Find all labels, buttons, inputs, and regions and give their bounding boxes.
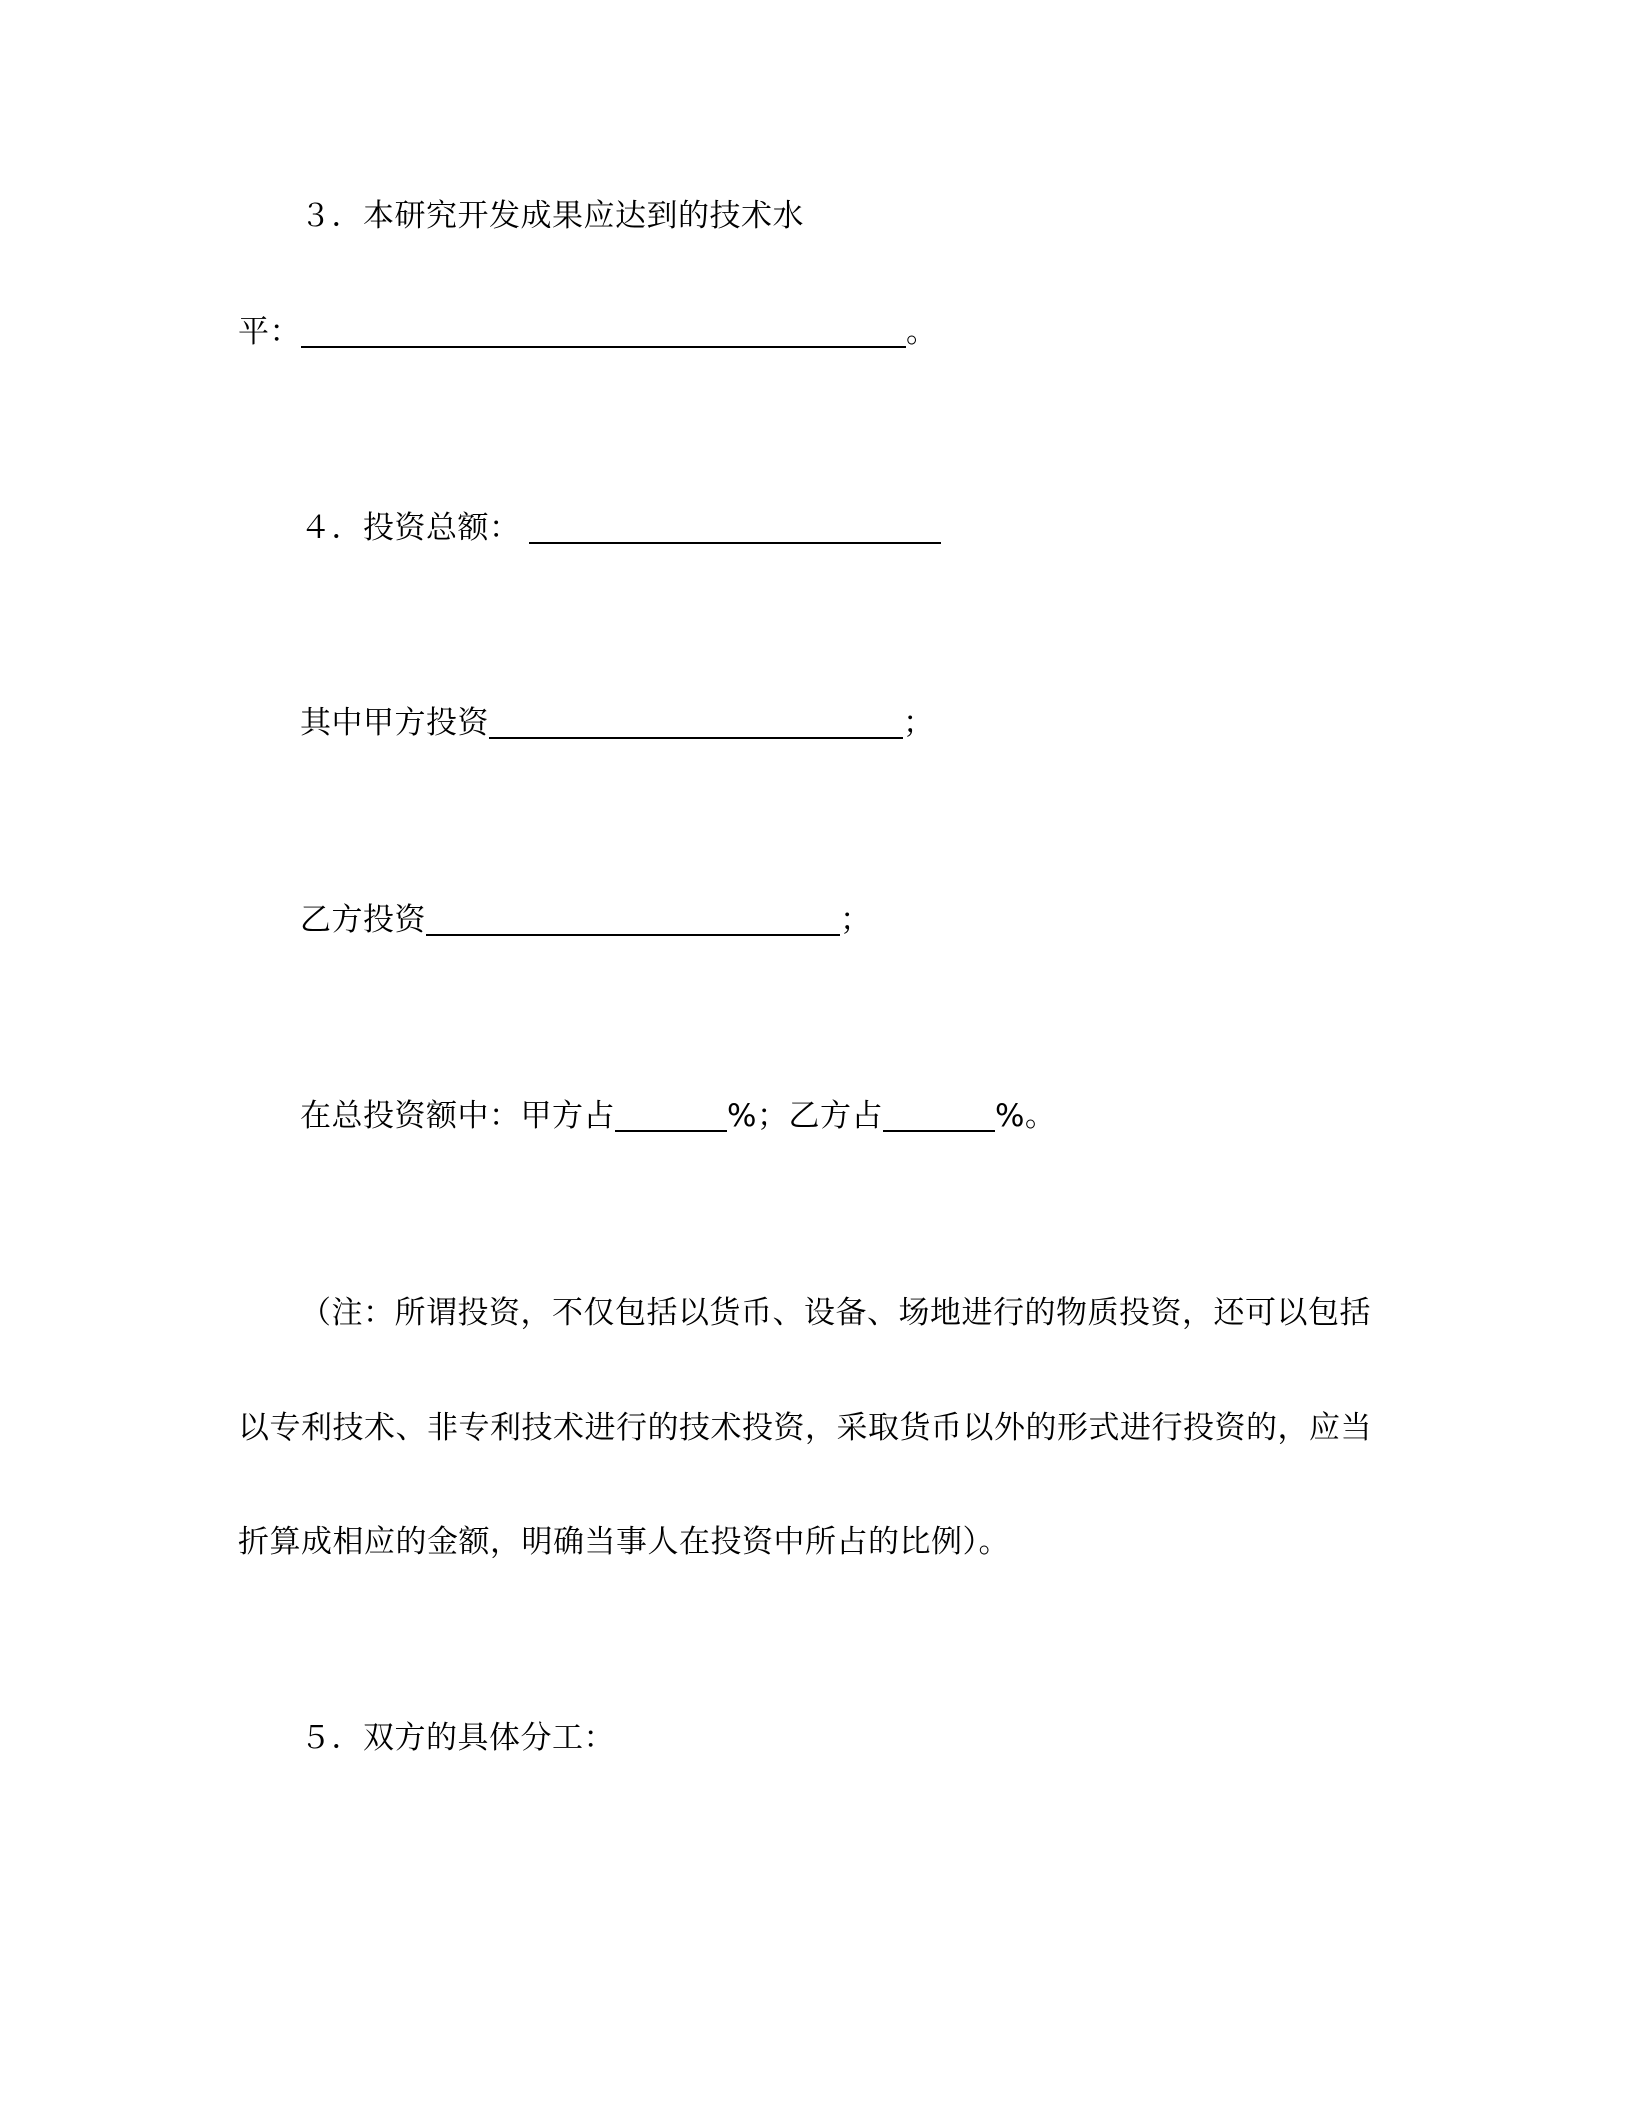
item5-line [300, 1718, 615, 1758]
item4-party-a-line [300, 703, 935, 743]
note-line1 [300, 1293, 1371, 1333]
investment-total-label: ４．投资总额： [300, 510, 521, 546]
share-b-suffix: %。 [994, 1098, 1057, 1134]
item3-prefix: 平： [238, 314, 301, 350]
item4-share-line [300, 1096, 1056, 1136]
item4-total-line [300, 508, 941, 548]
item3-line1 [300, 196, 804, 236]
share-a-suffix: %；乙方占 [727, 1098, 883, 1134]
note-text-2: 以专利技术、非专利技术进行的技术投资，采取货币以外的形式进行投资的，应当 [238, 1410, 1372, 1446]
party-a-investment-field[interactable] [489, 703, 903, 739]
party-b-investment-field[interactable] [426, 900, 840, 936]
item3-suffix: 。 [906, 314, 938, 350]
party-b-suffix: ； [840, 902, 872, 938]
item4-party-b-line [300, 900, 872, 940]
tech-level-field[interactable] [301, 312, 906, 348]
share-label: 在总投资额中：甲方占 [300, 1098, 615, 1134]
party-b-investment-label: 乙方投资 [300, 902, 426, 938]
party-b-share-field[interactable] [883, 1096, 995, 1132]
item3-text: ３．本研究开发成果应达到的技术水 [300, 198, 804, 234]
note-text-3: 折算成相应的金额，明确当事人在投资中所占的比例）。 [238, 1524, 1010, 1560]
note-line3 [238, 1522, 1010, 1562]
note-text-1: （注：所谓投资，不仅包括以货币、设备、场地进行的物质投资，还可以包括 [300, 1295, 1371, 1331]
item3-line2 [238, 312, 938, 352]
note-line2 [238, 1408, 1372, 1448]
party-a-suffix: ； [903, 705, 935, 741]
investment-total-field[interactable] [529, 508, 941, 544]
party-a-investment-label: 其中甲方投资 [300, 705, 489, 741]
division-of-work-label: ５．双方的具体分工： [300, 1720, 615, 1756]
party-a-share-field[interactable] [615, 1096, 727, 1132]
